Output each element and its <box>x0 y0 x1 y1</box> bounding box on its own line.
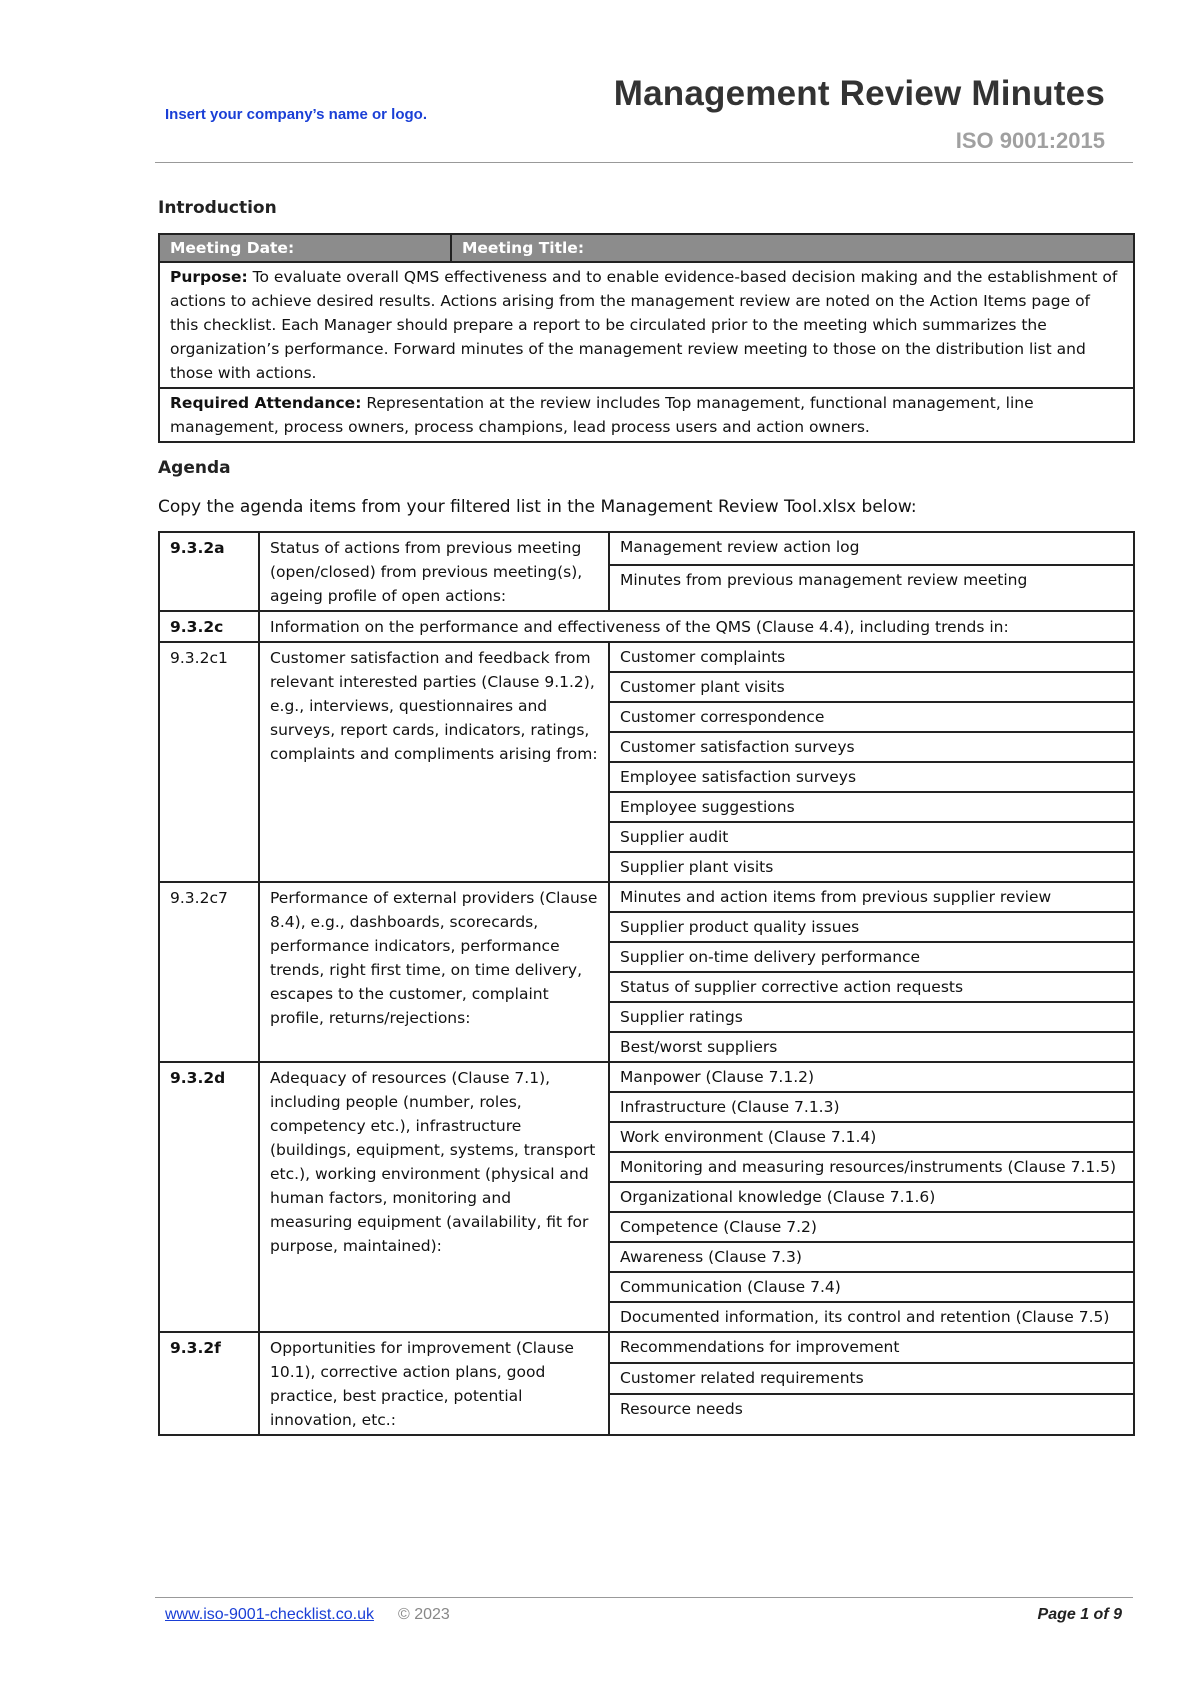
description-cell: Opportunities for improvement (Clause 10.1), corrective action plans, good practice, best practice, potential innovation, etc.: <box>259 1332 609 1435</box>
agenda-item[interactable]: Manpower (Clause 7.1.2) <box>609 1062 1134 1092</box>
description-cell: Information on the performance and effectiveness of the QMS (Clause 4.4), including trends in: <box>259 611 1134 642</box>
agenda-item[interactable]: Minutes and action items from previous supplier review <box>609 882 1134 912</box>
agenda-item[interactable]: Employee satisfaction surveys <box>609 762 1134 792</box>
agenda-item[interactable]: Customer related requirements <box>609 1363 1134 1394</box>
agenda-item[interactable]: Monitoring and measuring resources/instruments (Clause 7.1.5) <box>609 1152 1134 1182</box>
agenda-item[interactable]: Minutes from previous management review meeting <box>609 565 1134 611</box>
table-row <box>159 532 1134 565</box>
copyright-text: © 2023 <box>398 1606 450 1623</box>
page-number: Page 1 of 9 <box>1037 1606 1122 1623</box>
agenda-item[interactable]: Customer complaints <box>609 642 1134 672</box>
clause-cell: 9.3.2f <box>159 1332 259 1435</box>
table-row <box>159 1332 1134 1363</box>
attendance-text: Representation at the review includes Top management, functional management, line management, process owners, process champions, lead process users and action owners. <box>170 394 1034 436</box>
header-divider <box>155 162 1133 163</box>
website-link[interactable]: www.iso-9001-checklist.co.uk <box>165 1606 374 1623</box>
table-row <box>159 642 1134 672</box>
table-row <box>159 882 1134 912</box>
agenda-table <box>158 531 1135 1436</box>
agenda-item[interactable]: Competence (Clause 7.2) <box>609 1212 1134 1242</box>
agenda-item[interactable]: Awareness (Clause 7.3) <box>609 1242 1134 1272</box>
agenda-item[interactable]: Supplier audit <box>609 822 1134 852</box>
agenda-item[interactable]: Resource needs <box>609 1394 1134 1435</box>
introduction-table <box>158 233 1135 443</box>
agenda-item[interactable]: Supplier ratings <box>609 1002 1134 1032</box>
clause-cell: 9.3.2c1 <box>159 642 259 882</box>
agenda-item[interactable]: Employee suggestions <box>609 792 1134 822</box>
agenda-item[interactable]: Work environment (Clause 7.1.4) <box>609 1122 1134 1152</box>
standard-label: ISO 9001:2015 <box>955 128 1105 153</box>
description-cell: Customer satisfaction and feedback from relevant interested parties (Clause 9.1.2), e.g., interviews, questionnaires and surveys, report cards, indicators, ratings, complaints and compliments arising from: <box>259 642 609 882</box>
purpose-cell <box>159 262 1134 388</box>
description-cell: Status of actions from previous meeting (open/closed) from previous meeting(s), ageing profile of open actions: <box>259 532 609 611</box>
agenda-item[interactable]: Supplier on-time delivery performance <box>609 942 1134 972</box>
agenda-item[interactable]: Customer correspondence <box>609 702 1134 732</box>
description-cell: Performance of external providers (Clause 8.4), e.g., dashboards, scorecards, performance indicators, performance trends, right first time, on time delivery, escapes to the customer, complaint profile, returns/rejections: <box>259 882 609 1062</box>
introduction-heading: Introduction <box>158 198 277 218</box>
agenda-item[interactable]: Supplier plant visits <box>609 852 1134 882</box>
agenda-item[interactable]: Customer satisfaction surveys <box>609 732 1134 762</box>
table-row <box>159 1062 1134 1092</box>
company-logo-placeholder: Insert your company’s name or logo. <box>165 106 428 123</box>
agenda-instruction: Copy the agenda items from your filtered list in the Management Review Tool.xlsx below: <box>158 497 917 517</box>
agenda-item[interactable]: Supplier product quality issues <box>609 912 1134 942</box>
description-cell: Adequacy of resources (Clause 7.1), including people (number, roles, competency etc.), infrastructure (buildings, equipment, systems, transport etc.), working environment (physical and human factors, monitoring and measuring equipment (availability, fit for purpose, maintained): <box>259 1062 609 1332</box>
agenda-item[interactable]: Organizational knowledge (Clause 7.1.6) <box>609 1182 1134 1212</box>
document-title: Management Review Minutes <box>613 74 1105 113</box>
clause-cell: 9.3.2d <box>159 1062 259 1332</box>
attendance-label: Required Attendance: <box>170 394 362 412</box>
purpose-text: To evaluate overall QMS effectiveness and to enable evidence-based decision making and the establishment of actions to achieve desired results. Actions arising from the management review are noted on the Action Items page of this checklist. Each Manager should prepare a report to be circulated prior to the meeting which summarizes the organization’s performance. Forward minutes of the management review meeting to those on the distribution list and those with actions. <box>170 268 1118 382</box>
footer-divider <box>155 1597 1133 1598</box>
agenda-item[interactable]: Recommendations for improvement <box>609 1332 1134 1363</box>
clause-cell: 9.3.2c <box>159 611 259 642</box>
agenda-item[interactable]: Documented information, its control and retention (Clause 7.5) <box>609 1302 1134 1332</box>
agenda-item[interactable]: Infrastructure (Clause 7.1.3) <box>609 1092 1134 1122</box>
meeting-title-field[interactable]: Meeting Title: <box>451 234 1134 262</box>
clause-cell: 9.3.2a <box>159 532 259 611</box>
table-row <box>159 611 1134 642</box>
agenda-item[interactable]: Best/worst suppliers <box>609 1032 1134 1062</box>
agenda-item[interactable]: Management review action log <box>609 532 1134 565</box>
clause-cell: 9.3.2c7 <box>159 882 259 1062</box>
agenda-item[interactable]: Communication (Clause 7.4) <box>609 1272 1134 1302</box>
agenda-item[interactable]: Status of supplier corrective action requests <box>609 972 1134 1002</box>
meeting-date-field[interactable]: Meeting Date: <box>159 234 451 262</box>
attendance-cell <box>159 388 1134 442</box>
purpose-label: Purpose: <box>170 268 248 286</box>
agenda-heading: Agenda <box>158 458 231 478</box>
agenda-item[interactable]: Customer plant visits <box>609 672 1134 702</box>
